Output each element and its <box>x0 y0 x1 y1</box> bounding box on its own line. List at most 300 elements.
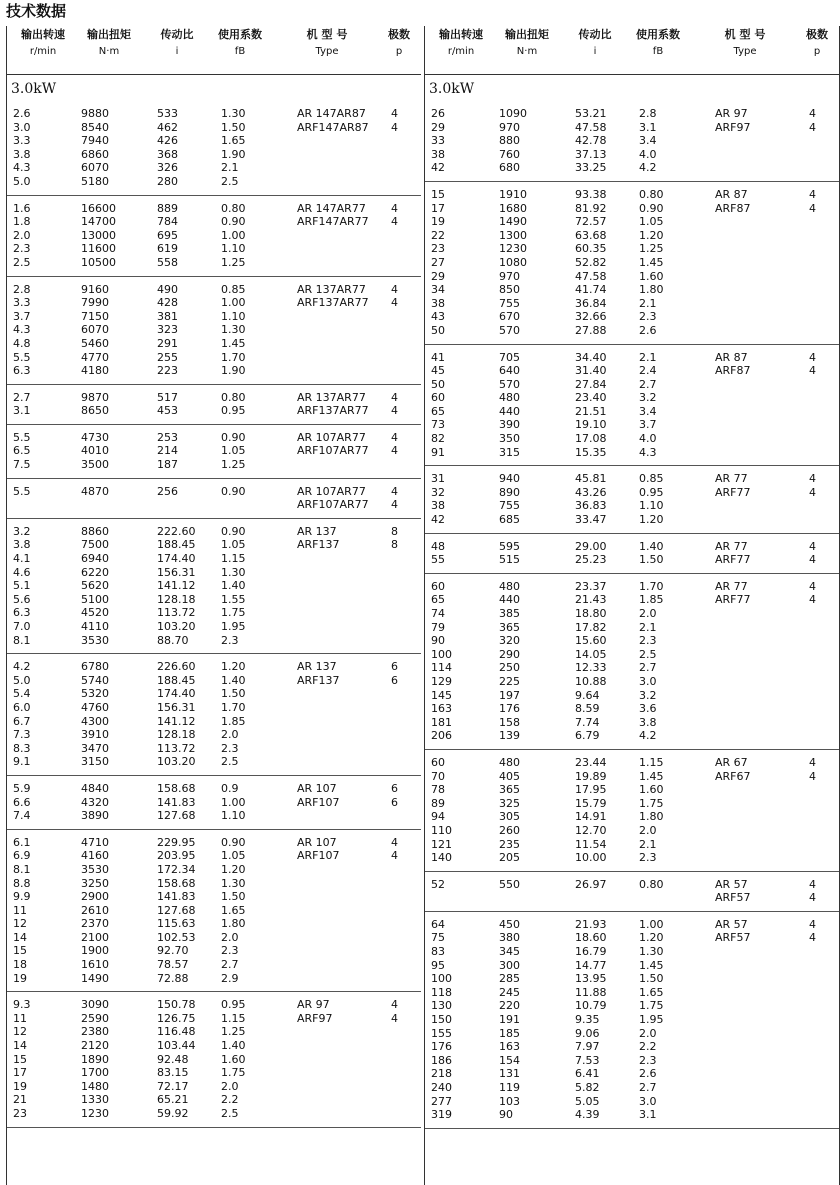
service-factor-cell: 1.05 <box>221 849 246 863</box>
torque-cell: 1230 <box>499 242 527 256</box>
data-group <box>425 574 839 750</box>
service-factor-cell: 1.30 <box>221 107 246 120</box>
ratio-cell: 9.06 <box>575 1026 600 1040</box>
torque-cell: 3250 <box>81 876 109 890</box>
ratio-cell: 223 <box>157 364 178 378</box>
speed-cell: 3.7 <box>13 309 31 323</box>
service-factor-cell: 1.30 <box>639 945 664 959</box>
torque-cell: 325 <box>499 796 520 810</box>
service-factor-cell: 1.90 <box>221 364 246 378</box>
service-factor-cell: 2.5 <box>639 647 657 661</box>
ratio-cell: 280 <box>157 174 178 188</box>
poles-cell: 4 <box>391 404 398 418</box>
torque-cell: 4300 <box>81 714 109 728</box>
table-row <box>425 1067 839 1081</box>
ratio-cell: 10.88 <box>575 674 607 688</box>
poles-cell: 4 <box>391 430 398 444</box>
table-row <box>7 972 421 986</box>
ratio-cell: 34.40 <box>575 350 607 364</box>
table-row <box>7 525 421 539</box>
torque-cell: 163 <box>499 1040 520 1054</box>
ratio-cell: 83.15 <box>157 1066 189 1080</box>
column-header-label: 输出扭矩 <box>505 28 549 41</box>
ratio-cell: 158.68 <box>157 876 196 890</box>
service-factor-cell: 0.9 <box>221 781 239 795</box>
type-cell: AR 57 <box>715 877 748 891</box>
ratio-cell: 188.45 <box>157 673 196 687</box>
ratio-cell: 5.05 <box>575 1094 600 1108</box>
speed-cell: 19 <box>13 971 27 985</box>
torque-cell: 755 <box>499 499 520 513</box>
service-factor-cell: 2.1 <box>639 296 657 310</box>
table-row <box>425 297 839 311</box>
service-factor-cell: 1.70 <box>221 700 246 714</box>
ratio-cell: 19.10 <box>575 418 607 432</box>
ratio-cell: 43.26 <box>575 485 607 499</box>
data-group <box>7 992 421 1127</box>
table-row <box>7 782 421 796</box>
torque-cell: 6780 <box>81 660 109 674</box>
torque-cell: 2120 <box>81 1039 109 1053</box>
ratio-cell: 9.64 <box>575 688 600 702</box>
ratio-cell: 141.83 <box>157 890 196 904</box>
type-cell: AR 97 <box>715 107 748 120</box>
column-header <box>379 26 419 60</box>
data-group <box>425 912 839 1129</box>
ratio-cell: 27.88 <box>575 323 607 337</box>
speed-cell: 12 <box>13 1025 27 1039</box>
speed-cell: 38 <box>431 296 445 310</box>
service-factor-cell: 0.80 <box>639 877 664 891</box>
torque-cell: 685 <box>499 513 520 527</box>
speed-cell: 5.4 <box>13 687 31 701</box>
ratio-cell: 127.68 <box>157 903 196 917</box>
ratio-cell: 26.97 <box>575 877 607 891</box>
ratio-cell: 17.08 <box>575 432 607 446</box>
table-row <box>425 418 839 432</box>
speed-cell: 155 <box>431 1026 452 1040</box>
table-row <box>7 674 421 688</box>
poles-cell: 4 <box>391 849 398 863</box>
table-row <box>7 755 421 769</box>
speed-cell: 5.5 <box>13 430 31 444</box>
poles-cell: 4 <box>809 579 816 593</box>
ratio-cell: 7.97 <box>575 1040 600 1054</box>
table-row <box>425 918 839 932</box>
service-factor-cell: 2.6 <box>639 1067 657 1081</box>
speed-cell: 3.1 <box>13 404 31 418</box>
torque-cell: 4010 <box>81 444 109 458</box>
table-row <box>425 959 839 973</box>
table-row <box>425 661 839 675</box>
table-row <box>7 121 421 135</box>
ratio-cell: 214 <box>157 444 178 458</box>
speed-cell: 75 <box>431 931 445 945</box>
ratio-cell: 15.60 <box>575 634 607 648</box>
table-row <box>425 999 839 1013</box>
data-group <box>425 345 839 467</box>
ratio-cell: 92.48 <box>157 1052 189 1066</box>
table-row <box>425 770 839 784</box>
torque-cell: 3530 <box>81 862 109 876</box>
service-factor-cell: 1.50 <box>639 553 664 567</box>
service-factor-cell: 3.6 <box>639 702 657 716</box>
table-row <box>7 552 421 566</box>
poles-cell: 4 <box>809 553 816 567</box>
ratio-cell: 9.35 <box>575 1013 600 1027</box>
ratio-cell: 33.47 <box>575 513 607 527</box>
table-row <box>425 838 839 852</box>
ratio-cell: 113.72 <box>157 606 196 620</box>
data-group <box>7 385 421 425</box>
column-header <box>697 26 793 60</box>
service-factor-cell: 2.1 <box>221 161 239 175</box>
torque-cell: 380 <box>499 931 520 945</box>
service-factor-cell: 2.0 <box>639 1026 657 1040</box>
torque-cell: 1490 <box>499 215 527 229</box>
ratio-cell: 368 <box>157 147 178 161</box>
torque-cell: 345 <box>499 945 520 959</box>
torque-cell: 6860 <box>81 147 109 161</box>
column-header <box>11 26 75 60</box>
table-row <box>7 836 421 850</box>
speed-cell: 5.9 <box>13 781 31 795</box>
service-factor-cell: 0.90 <box>221 484 246 498</box>
service-factor-cell: 2.9 <box>221 971 239 985</box>
table-row <box>425 756 839 770</box>
speed-cell: 150 <box>431 1013 452 1027</box>
service-factor-cell: 2.3 <box>221 944 239 958</box>
table-row <box>7 134 421 148</box>
poles-cell: 4 <box>391 282 398 296</box>
poles-cell: 4 <box>809 120 816 134</box>
type-cell: AR 137AR77 <box>297 282 366 296</box>
ratio-cell: 47.58 <box>575 269 607 283</box>
service-factor-cell: 2.0 <box>221 728 239 742</box>
table-row <box>7 242 421 256</box>
type-cell: AR 137 <box>297 660 337 674</box>
ratio-cell: 72.88 <box>157 971 189 985</box>
torque-cell: 2610 <box>81 903 109 917</box>
torque-cell: 1900 <box>81 944 109 958</box>
ratio-cell: 92.70 <box>157 944 189 958</box>
torque-cell: 365 <box>499 783 520 797</box>
table-row <box>7 904 421 918</box>
service-factor-cell: 1.05 <box>639 215 664 229</box>
torque-cell: 760 <box>499 147 520 161</box>
service-factor-cell: 2.3 <box>639 310 657 324</box>
service-factor-cell: 1.45 <box>639 255 664 269</box>
service-factor-cell: 1.75 <box>639 796 664 810</box>
ratio-cell: 23.37 <box>575 579 607 593</box>
speed-cell: 48 <box>431 539 445 553</box>
speed-cell: 2.8 <box>13 282 31 296</box>
ratio-cell: 141.12 <box>157 714 196 728</box>
table-row <box>7 1066 421 1080</box>
speed-cell: 9.1 <box>13 755 31 769</box>
ratio-cell: 141.12 <box>157 579 196 593</box>
speed-cell: 65 <box>431 404 445 418</box>
poles-cell: 4 <box>391 120 398 134</box>
service-factor-cell: 1.60 <box>639 783 664 797</box>
torque-cell: 7150 <box>81 309 109 323</box>
speed-cell: 319 <box>431 1108 452 1122</box>
torque-cell: 4110 <box>81 620 109 633</box>
ratio-cell: 695 <box>157 228 178 242</box>
service-factor-cell: 2.1 <box>639 837 657 851</box>
table-row <box>7 364 421 378</box>
service-factor-cell: 1.45 <box>639 958 664 972</box>
speed-cell: 94 <box>431 810 445 824</box>
service-factor-cell: 3.0 <box>639 674 657 688</box>
service-factor-cell: 4.2 <box>639 729 657 743</box>
torque-cell: 5740 <box>81 673 109 687</box>
torque-cell: 1680 <box>499 201 527 215</box>
type-cell: ARF137 <box>297 673 340 687</box>
poles-cell: 4 <box>809 539 816 553</box>
table-row <box>425 634 839 648</box>
torque-cell: 6070 <box>81 161 109 175</box>
service-factor-cell: 1.25 <box>221 458 246 472</box>
service-factor-cell: 4.2 <box>639 161 657 175</box>
torque-cell: 3530 <box>81 633 109 647</box>
table-row <box>7 444 421 458</box>
type-cell: AR 107 <box>297 781 337 795</box>
type-cell: ARF147AR77 <box>297 215 369 229</box>
ratio-cell: 11.88 <box>575 985 607 999</box>
speed-cell: 130 <box>431 999 452 1013</box>
service-factor-cell: 0.80 <box>639 187 664 201</box>
table-row <box>425 107 839 121</box>
ratio-cell: 156.31 <box>157 700 196 714</box>
ratio-cell: 156.31 <box>157 565 196 579</box>
torque-cell: 755 <box>499 296 520 310</box>
service-factor-cell: 1.75 <box>221 1066 246 1080</box>
speed-cell: 14 <box>13 930 27 944</box>
speed-cell: 19 <box>13 1079 27 1093</box>
ratio-cell: 128.18 <box>157 592 196 606</box>
torque-cell: 970 <box>499 120 520 134</box>
type-cell: AR 57 <box>715 917 748 931</box>
torque-cell: 440 <box>499 593 520 607</box>
service-factor-cell: 0.80 <box>221 201 246 215</box>
speed-cell: 3.2 <box>13 524 31 538</box>
service-factor-cell: 2.8 <box>639 107 657 120</box>
service-factor-cell: 1.25 <box>221 1025 246 1039</box>
ratio-cell: 141.83 <box>157 795 196 809</box>
column-header-label: 使用系数 <box>636 28 680 41</box>
ratio-cell: 490 <box>157 282 178 296</box>
speed-cell: 6.5 <box>13 444 31 458</box>
table-row <box>425 215 839 229</box>
type-cell: AR 107AR77 <box>297 430 366 444</box>
service-factor-cell: 2.4 <box>639 364 657 378</box>
torque-cell: 4840 <box>81 781 109 795</box>
right-table <box>424 26 840 1185</box>
torque-cell: 103 <box>499 1094 520 1108</box>
ratio-cell: 33.25 <box>575 161 607 175</box>
torque-cell: 235 <box>499 837 520 851</box>
speed-cell: 50 <box>431 377 445 391</box>
speed-cell: 4.2 <box>13 660 31 674</box>
speed-cell: 4.3 <box>13 323 31 337</box>
table-row <box>425 202 839 216</box>
type-cell: AR 107AR77 <box>297 484 366 498</box>
torque-cell: 225 <box>499 674 520 688</box>
table-row <box>425 270 839 284</box>
table-header <box>7 26 421 75</box>
table-row <box>425 499 839 513</box>
speed-cell: 9.9 <box>13 890 31 904</box>
speed-cell: 163 <box>431 702 452 716</box>
speed-cell: 5.1 <box>13 579 31 593</box>
data-group <box>425 872 839 912</box>
ratio-cell: 88.70 <box>157 633 189 647</box>
service-factor-cell: 3.4 <box>639 404 657 418</box>
torque-cell: 450 <box>499 917 520 931</box>
table-row <box>7 620 421 634</box>
service-factor-cell: 1.45 <box>221 336 246 350</box>
torque-cell: 205 <box>499 851 520 865</box>
service-factor-cell: 1.85 <box>221 714 246 728</box>
poles-cell: 4 <box>809 485 816 499</box>
type-cell: ARF107AR77 <box>297 444 369 458</box>
speed-cell: 9.3 <box>13 998 31 1012</box>
ratio-cell: 37.13 <box>575 147 607 161</box>
service-factor-cell: 1.70 <box>639 579 664 593</box>
service-factor-cell: 0.95 <box>639 485 664 499</box>
table-row <box>425 188 839 202</box>
service-factor-cell: 3.1 <box>639 1108 657 1122</box>
speed-cell: 14 <box>13 1039 27 1053</box>
service-factor-cell: 0.90 <box>221 835 246 849</box>
table-row <box>7 107 421 121</box>
service-factor-cell: 1.00 <box>221 795 246 809</box>
ratio-cell: 381 <box>157 309 178 323</box>
speed-cell: 6.7 <box>13 714 31 728</box>
table-row <box>425 1054 839 1068</box>
torque-cell: 4870 <box>81 484 109 498</box>
table-row <box>7 161 421 175</box>
column-header-unit: fB <box>652 46 664 57</box>
speed-cell: 100 <box>431 647 452 661</box>
ratio-cell: 174.40 <box>157 552 196 566</box>
service-factor-cell: 1.80 <box>639 810 664 824</box>
service-factor-cell: 2.5 <box>221 755 239 769</box>
service-factor-cell: 1.80 <box>639 283 664 297</box>
speed-cell: 74 <box>431 607 445 620</box>
table-row <box>425 783 839 797</box>
torque-cell: 9870 <box>81 390 109 404</box>
ratio-cell: 29.00 <box>575 539 607 553</box>
table-row <box>7 391 421 405</box>
service-factor-cell: 2.6 <box>639 323 657 337</box>
data-group <box>7 277 421 385</box>
service-factor-cell: 0.85 <box>639 472 664 486</box>
column-header <box>623 26 693 60</box>
service-factor-cell: 1.20 <box>639 931 664 945</box>
ratio-cell: 6.41 <box>575 1067 600 1081</box>
ratio-cell: 63.68 <box>575 228 607 242</box>
ratio-cell: 21.93 <box>575 917 607 931</box>
torque-cell: 570 <box>499 377 520 391</box>
ratio-cell: 10.00 <box>575 851 607 865</box>
column-header <box>429 26 493 60</box>
ratio-cell: 426 <box>157 134 178 148</box>
service-factor-cell: 1.90 <box>221 147 246 161</box>
ratio-cell: 45.81 <box>575 472 607 486</box>
type-cell: AR 97 <box>297 998 330 1012</box>
torque-cell: 290 <box>499 647 520 661</box>
speed-cell: 3.3 <box>13 296 31 310</box>
speed-cell: 29 <box>431 120 445 134</box>
table-row <box>425 446 839 460</box>
speed-cell: 11 <box>13 1011 27 1025</box>
data-group <box>7 425 421 479</box>
torque-cell: 16600 <box>81 201 116 215</box>
speed-cell: 26 <box>431 107 445 120</box>
speed-cell: 17 <box>431 201 445 215</box>
ratio-cell: 31.40 <box>575 364 607 378</box>
torque-cell: 154 <box>499 1053 520 1067</box>
ratio-cell: 17.82 <box>575 620 607 634</box>
torque-cell: 1300 <box>499 228 527 242</box>
ratio-cell: 7.74 <box>575 715 600 729</box>
column-header-unit: N·m <box>516 46 538 57</box>
type-cell: ARF67 <box>715 769 751 783</box>
torque-cell: 9160 <box>81 282 109 296</box>
ratio-cell: 14.05 <box>575 647 607 661</box>
service-factor-cell: 2.1 <box>639 350 657 364</box>
poles-cell: 4 <box>391 484 398 498</box>
table-row <box>425 283 839 297</box>
column-header-unit: Type <box>315 46 339 57</box>
ratio-cell: 18.80 <box>575 607 607 620</box>
torque-cell: 2900 <box>81 890 109 904</box>
poles-cell: 4 <box>391 201 398 215</box>
table-row <box>7 863 421 877</box>
service-factor-cell: 0.90 <box>639 201 664 215</box>
torque-cell: 1490 <box>81 971 109 985</box>
speed-cell: 7.3 <box>13 728 31 742</box>
ratio-cell: 462 <box>157 120 178 134</box>
service-factor-cell: 1.75 <box>639 999 664 1013</box>
speed-cell: 5.5 <box>13 350 31 364</box>
torque-cell: 1910 <box>499 187 527 201</box>
type-cell: ARF97 <box>715 120 751 134</box>
table-row <box>7 202 421 216</box>
service-factor-cell: 1.00 <box>639 917 664 931</box>
data-group <box>425 101 839 182</box>
column-header-label: 极数 <box>806 28 828 41</box>
torque-cell: 940 <box>499 472 520 486</box>
ratio-cell: 291 <box>157 336 178 350</box>
torque-cell: 480 <box>499 755 520 769</box>
torque-cell: 13000 <box>81 228 116 242</box>
poles-cell: 6 <box>391 795 398 809</box>
table-row <box>425 824 839 838</box>
ratio-cell: 128.18 <box>157 728 196 742</box>
service-factor-cell: 1.95 <box>639 1013 664 1027</box>
table-row <box>7 917 421 931</box>
speed-cell: 218 <box>431 1067 452 1081</box>
speed-cell: 118 <box>431 985 452 999</box>
speed-cell: 52 <box>431 877 445 891</box>
speed-cell: 42 <box>431 513 445 527</box>
torque-cell: 1700 <box>81 1066 109 1080</box>
table-row <box>425 432 839 446</box>
column-header <box>77 26 141 60</box>
